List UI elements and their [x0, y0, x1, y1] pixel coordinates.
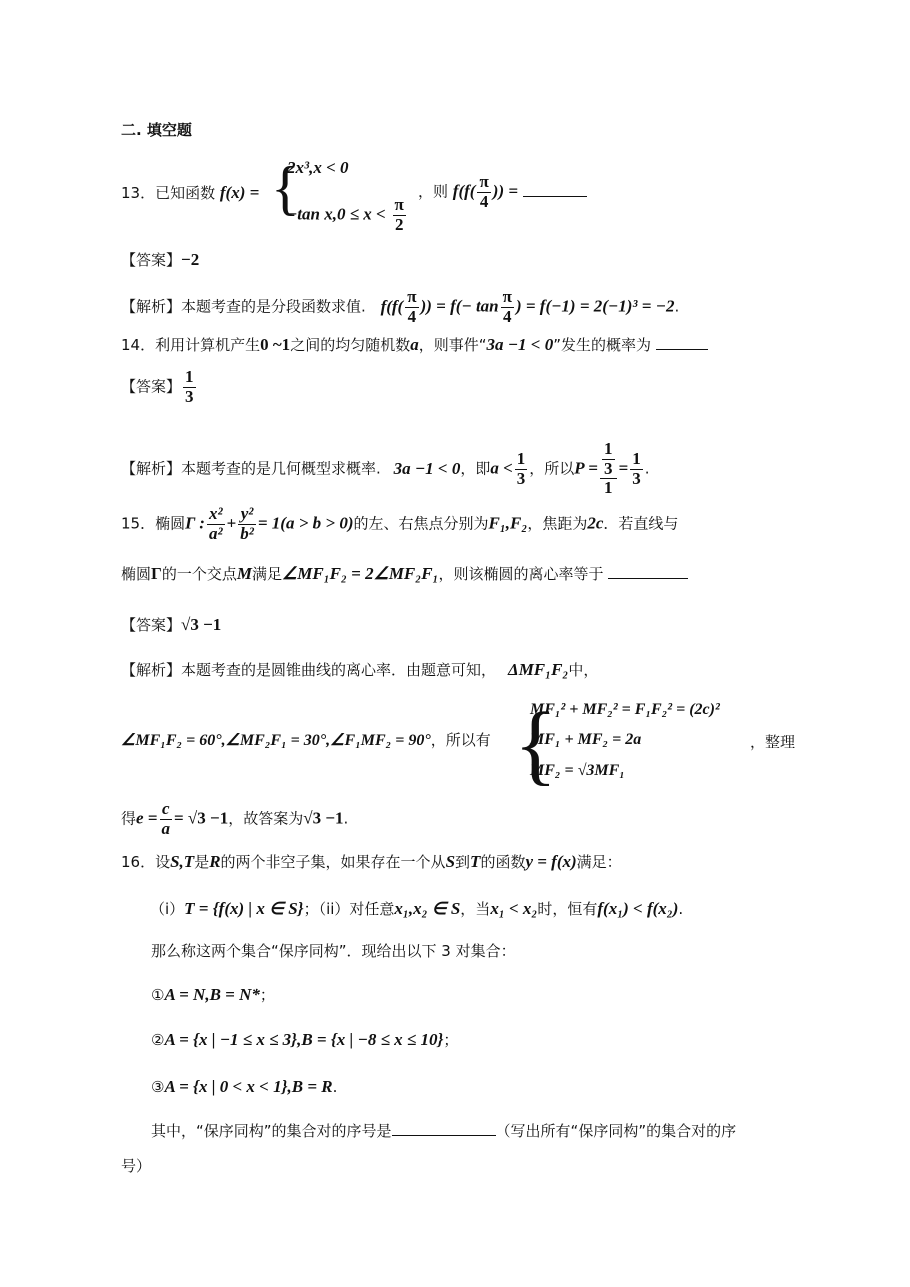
q16-option-1: ①A = N,B = N*； [151, 985, 275, 1004]
explanation-13: 【解析】本题考查的是分段函数求值. f(f( $\frac{\pi}{4}$ )) = f(− tan $\frac{\pi}{4}$ ) = f(−1) = 2(−1)³ = −2. [121, 287, 680, 326]
e15-zhengli: ，整理 [750, 733, 796, 751]
e15-sys2: MF₁ + MF₂ = 2a [530, 731, 642, 748]
q13-case1: 2x³,x < 0 [287, 158, 349, 177]
q13-fx: f(x) = [219, 183, 260, 202]
section-title: 二. 填空题 [121, 121, 192, 139]
answer-13: 【答案】−2 [121, 250, 200, 269]
q16-ask-end: 号） [121, 1157, 152, 1175]
q16-option-2: ②A = {x | −1 ≤ x ≤ 3},B = {x | −8 ≤ x ≤ 10}； [151, 1030, 459, 1049]
question-16: 16．设S,T是R的两个非空子集，如果存在一个从S到T的函数y = f(x)满足： [121, 852, 622, 871]
q14-blank [656, 335, 708, 350]
explanation-15-angles: ∠MF₁F₂ = 60°,∠MF₂F₁ = 30°,∠F₁MF₂ = 90°，所以有 [121, 731, 491, 749]
q15-blank [608, 564, 688, 579]
q13-blank [523, 182, 587, 197]
q13-case2: −tan x,0 ≤ x < $\frac{\pi}{2}$ [287, 195, 404, 234]
q16-conditions: （i）T = {f(x) | x ∈ S}；（ii）对任意x₁,x₂ ∈ S，当x₁ < x₂时，恒有f(x₁) < f(x₂). [150, 899, 684, 918]
e15-sys3: MF₂ = √3MF₁ [530, 762, 625, 779]
q16-blank [392, 1121, 496, 1136]
answer-15: 【答案】√3 −1 [121, 615, 222, 634]
q16-intro: 那么称这两个集合“保序同构”．现给出以下 3 对集合： [151, 942, 516, 960]
q13-brace: { [271, 155, 300, 221]
answer-14: 【答案】 $\frac{1}{3}$ [121, 367, 194, 406]
question-15-line1: 15．椭圆Γ : $\frac{\text{x²}}{\text{a²}}$ + $\frac{\text{y²}}{\text{b²}}$ = 1(a > b > 0)的左、右焦点分别为F₁,F₂，焦距为2c．若直线与 [121, 504, 679, 543]
question-15-line2: 椭圆Γ的一个交点M满足∠MF₁F₂ = 2∠MF₂F₁，则该椭圆的离心率等于 [121, 562, 830, 586]
question-14: 14．利用计算机产生0 ~1之间的均匀随机数a，则事件“3a −1 < 0”发生的概率为 [121, 333, 830, 357]
q13-then-expr: ，则 f(f( $\frac{\pi}{4}$ )) = [418, 173, 587, 211]
e15-brace: { [514, 695, 558, 794]
explanation-15-line1: 【解析】本题考查的是圆锥曲线的离心率．由题意可知， ΔMF₁F₂中， [121, 660, 599, 679]
explanation-15-line3: 得e = $\frac{c}{a}$ = √3 −1，故答案为√3 −1. [121, 799, 349, 838]
q13-label: 13．已知函数 [121, 184, 216, 202]
q16-ask: 其中，“保序同构”的集合对的序号是 （写出所有“保序同构”的集合对的序 [151, 1122, 737, 1140]
e15-sys1: MF₁² + MF₂² = F₁F₂² = (2c)² [530, 701, 720, 718]
q16-option-3: ③A = {x | 0 < x < 1},B = R. [151, 1077, 338, 1096]
explanation-14: 【解析】本题考查的是几何概型求概率. 3a −1 < 0，即a < $\frac{1}{3}$ ，所以P = $\frac{\frac{1}{3}}{1}$ = $\frac{1}{3}$ . [121, 439, 650, 498]
